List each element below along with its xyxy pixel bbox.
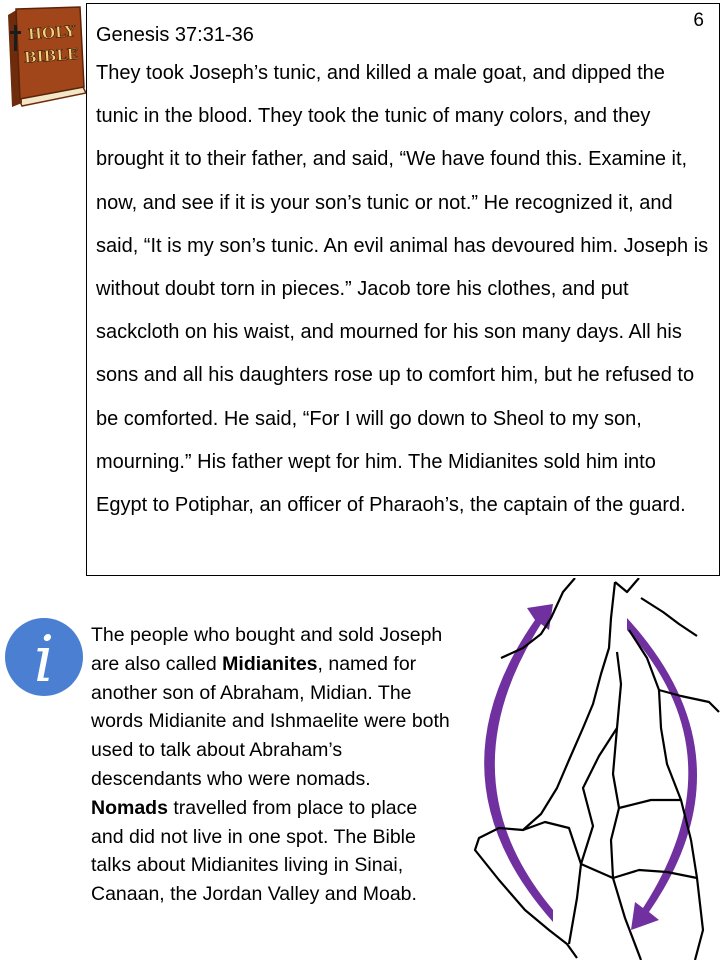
map-border-8 [613,870,697,878]
map-border-5 [691,840,703,960]
info-term-nomads: Nomads [91,796,168,819]
bible-line2: BIBLE [23,44,79,67]
info-icon [4,617,84,697]
scripture-text: They took Joseph’s tunic, and killed a male goat, and dipped the tunic in the blood. They took the tunic of many colors, and they brought it to their father, and said, “We have found this. Examine it, now, and see if it is your son’s tunic or not.” He recognized it, and said, “It is my son’s tunic. An evil animal has devoured him. Joseph is without doubt torn in pieces.” Jacob tore his clothes, and put sackcloth on his waist, and mourned for his son many days. All his sons and all his daughters rose up to comfort him, but he refused to be comforted. He said, “For I will go down to Sheol to my son, mourning.” His father wept for him. The Midianites sold him into Egypt to Potiphar, an officer of Pharaoh’s, the captain of the guard. [96,62,709,517]
map-border-10 [581,864,613,878]
scripture-reference: Genesis 37:31-36 [96,24,254,46]
info-text [91,621,451,909]
info-text-part1: The people who bought and sold Joseph are also called [91,624,443,675]
info-icon-glyph: i [33,623,55,697]
arrow-right [627,618,697,930]
info-text-part2: , named for another son of Abraham, Midian. The words Midianite and Ishmaelite were both used to talk about Abraham’s descendants who were nomads. [91,652,450,790]
holy-bible-icon [4,5,90,109]
scripture-box [86,3,720,576]
bible-line1: HOLY [27,22,76,44]
info-term-midianites: Midianites [222,652,318,675]
info-text-part3: travelled from place to place and did not live in one spot. The Bible talks about Midianites living in Sinai, Canaan, the Jordan Valley and Moab. [91,796,418,906]
map-outline [475,578,719,960]
map-north-border [615,578,639,592]
cycle-arrows [484,604,697,930]
map-border-2 [641,598,697,636]
page-number: 6 [693,10,704,31]
map-border-4 [659,690,691,840]
canaan-map-figure [465,578,720,960]
map-border-9 [619,800,681,808]
